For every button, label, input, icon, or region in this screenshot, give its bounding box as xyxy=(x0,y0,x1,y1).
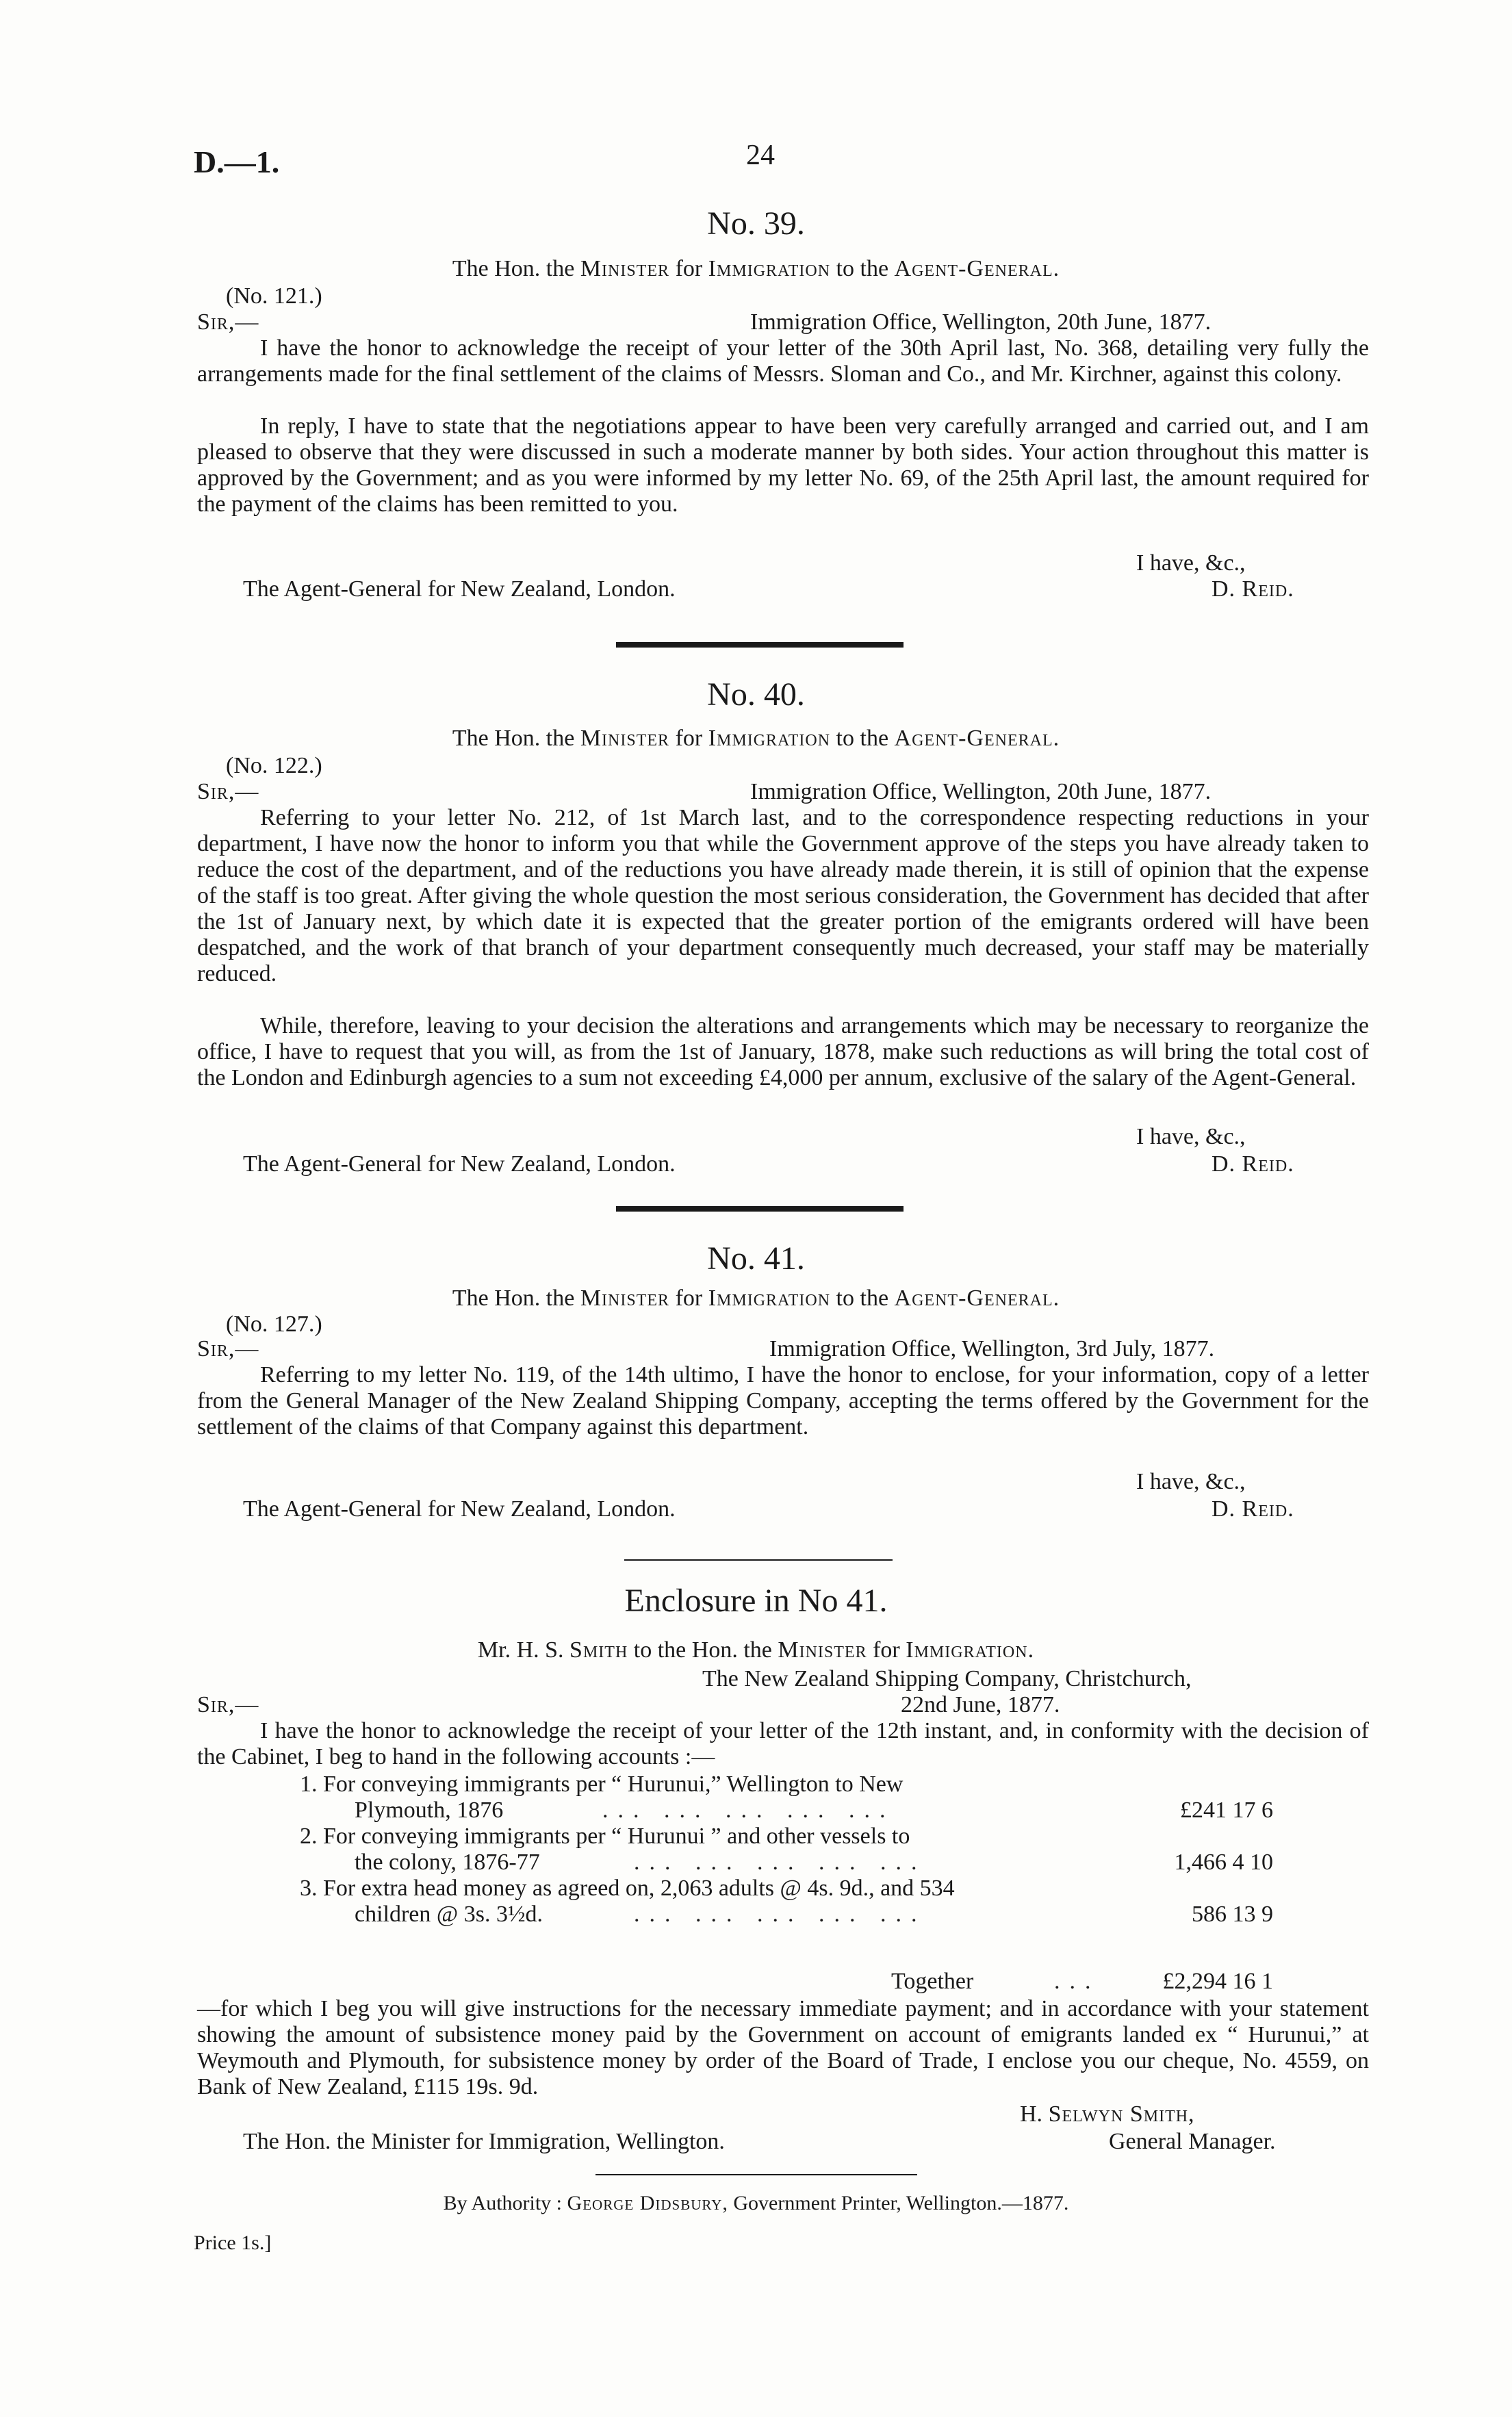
dot-leader: ... ... ... ... ... xyxy=(602,1798,895,1823)
signature: H. Selwyn Smith, xyxy=(1020,2101,1195,2127)
account-amount: 586 13 9 xyxy=(1192,1902,1273,1927)
place-date: Immigration Office, Wellington, 20th June, 1877. xyxy=(750,309,1212,335)
account-line: 1. For conveying immigrants per “ Hurunui,” Wellington to New xyxy=(300,1772,904,1797)
letter-heading: The Hon. the Minister for Immigration to the Agent-General. xyxy=(452,256,1060,281)
separator-rule xyxy=(616,1206,904,1212)
separator-rule xyxy=(616,642,904,648)
enclosure-heading: Mr. H. S. Smith to the Hon. the Minister for Immigration. xyxy=(477,1637,1035,1663)
letter-ref: (No. 121.) xyxy=(226,283,322,309)
letter-paragraph: I have the honor to acknowledge the receipt of your letter of the 30th April last, No. 368, detailing very fully the arrangements made for the final settlement of the claims of Messrs. Sloman and Co., and Mr. Kirchner, against this colony. xyxy=(197,335,1369,387)
printer-imprint: By Authority : George Didsbury, Government Printer, Wellington.—1877. xyxy=(443,2192,1069,2214)
letter-number: No. 40. xyxy=(707,676,805,713)
letter-number: No. 41. xyxy=(707,1240,805,1277)
addressee: The Agent-General for New Zealand, London. xyxy=(243,1151,676,1177)
signature: D. Reid. xyxy=(1212,1151,1294,1177)
account-line: 3. For extra head money as agreed on, 2,063 adults @ 4s. 9d., and 534 xyxy=(300,1876,955,1901)
account-line: 2. For conveying immigrants per “ Hurunui ” and other vessels to xyxy=(300,1824,910,1849)
closing: I have, &c., xyxy=(1136,1469,1246,1494)
section-code: D.—1. xyxy=(194,144,280,179)
account-amount: £241 17 6 xyxy=(1180,1798,1273,1823)
letter-paragraph: While, therefore, leaving to your decision the alterations and arrangements which may be necessary to reorganize the office, I have to request that you will, as from the 1st of January, 1878, make such reductions as will bring the total cost of the London and Edinburgh agencies to a sum not exceeding £4,000 per annum, exclusive of the salary of the Agent-General. xyxy=(197,1013,1369,1090)
signature-title: General Manager. xyxy=(1109,2129,1276,2154)
salutation: Sir,— xyxy=(197,1692,259,1717)
signature: D. Reid. xyxy=(1212,1496,1294,1522)
letter-paragraph: Referring to your letter No. 212, of 1st March last, and to the correspondence respecting reductions in your department, I have now the honor to inform you that while the Government approve of the steps you have already taken to reduce the cost of the department, and of the reductions you have already made therein, it is still of opinion that the expense of the staff is too great. After giving the whole question the most serious consideration, the Government has decided that after the 1st of January next, by which date it is expected that the greater portion of the emigrants ordered will have been despatched, and the work of that branch of your department consequently much decreased, your staff may be materially reduced. xyxy=(197,805,1369,986)
dot-leader: ... ... ... ... ... xyxy=(634,1902,927,1927)
price-note: Price 1s.] xyxy=(194,2231,272,2254)
letter-heading: The Hon. the Minister for Immigration to the Agent-General. xyxy=(452,726,1060,751)
addressee: The Agent-General for New Zealand, London. xyxy=(243,1496,676,1522)
letter-ref: (No. 127.) xyxy=(226,1312,322,1337)
addressee: The Hon. the Minister for Immigration, Wellington. xyxy=(243,2129,725,2154)
closing: I have, &c., xyxy=(1136,550,1246,576)
salutation: Sir,— xyxy=(197,779,259,804)
addressee: The Agent-General for New Zealand, London. xyxy=(243,576,676,602)
place-date: Immigration Office, Wellington, 20th June, 1877. xyxy=(750,779,1212,804)
letter-number: No. 39. xyxy=(707,205,805,242)
closing: I have, &c., xyxy=(1136,1124,1246,1149)
page-number: 24 xyxy=(746,140,775,171)
salutation: Sir,— xyxy=(197,1336,259,1361)
letter-paragraph: Referring to my letter No. 119, of the 14th ultimo, I have the honor to enclose, for your information, copy of a letter from the General Manager of the New Zealand Shipping Company, accepting the terms offered by the Government for the settlement of the claims of that Company against this department. xyxy=(197,1362,1369,1440)
account-line: the colony, 1876-77 xyxy=(355,1850,540,1875)
account-amount: 1,466 4 10 xyxy=(1174,1850,1273,1875)
separator-rule xyxy=(595,2174,917,2175)
salutation: Sir,— xyxy=(197,309,259,335)
letter-paragraph: In reply, I have to state that the negotiations appear to have been very carefully arranged and carried out, and I am pleased to observe that they were discussed in such a moderate manner by both sides. Your action throughout this matter is approved by the Government; and as you were informed by my letter No. 69, of the 25th April last, the amount required for the payment of the claims has been remitted to you. xyxy=(197,413,1369,517)
enclosure-title: Enclosure in No 41. xyxy=(624,1583,888,1619)
account-line: children @ 3s. 3½d. xyxy=(355,1902,543,1927)
enclosure-closing-paragraph: —for which I beg you will give instructions for the necessary immediate payment; and in accordance with your statement showing the amount of subsistence money paid by the Government on account of emigrants landed ex “ Hurunui,” at Weymouth and Plymouth, for subsistence money by order of the Board of Trade, I enclose you our cheque, No. 4559, on Bank of New Zealand, £115 19s. 9d. xyxy=(197,1996,1369,2099)
letter-heading: The Hon. the Minister for Immigration to the Agent-General. xyxy=(452,1286,1060,1311)
dot-leader: ... ... ... ... ... xyxy=(634,1850,927,1875)
separator-rule xyxy=(624,1559,893,1561)
place-date: Immigration Office, Wellington, 3rd July, 1877. xyxy=(769,1336,1215,1361)
together-label: Together xyxy=(891,1969,974,1994)
enclosure-address-line: The New Zealand Shipping Company, Christchurch, xyxy=(702,1666,1192,1691)
letter-ref: (No. 122.) xyxy=(226,753,322,778)
signature: D. Reid. xyxy=(1212,576,1294,602)
enclosure-intro: I have the honor to acknowledge the receipt of your letter of the 12th instant, and, in conformity with the decision of the Cabinet, I beg to hand in the following accounts :— xyxy=(197,1718,1369,1769)
account-line: Plymouth, 1876 xyxy=(355,1798,504,1823)
dot-leader: ... xyxy=(1054,1969,1101,1994)
enclosure-date: 22nd June, 1877. xyxy=(901,1692,1060,1717)
together-amount: £2,294 16 1 xyxy=(1162,1969,1273,1994)
